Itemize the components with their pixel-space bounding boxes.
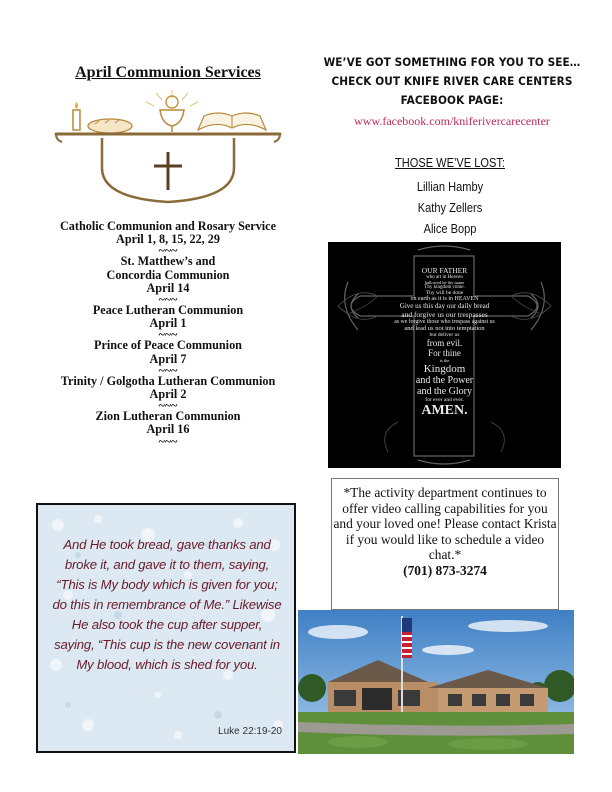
service-name: Trinity / Golgotha Lutheran Communion [60,373,276,388]
chalice-icon [160,110,184,134]
prayer-line: OUR FATHER [421,266,468,275]
service-name: Prince of Peace Communion [94,338,242,353]
lords-prayer-image [328,242,561,468]
service-item [38,409,298,448]
service-dates: April 1, 8, 15, 22, 29 [116,232,220,247]
separator: ~~~ [158,433,178,448]
candle-icon [73,102,80,130]
scripture-verse-box [36,503,296,753]
lost-name: Kathy Zellers [417,200,483,215]
prayer-line: Give us this day our daily bread [399,302,490,310]
service-dates: April 14 [146,280,190,295]
service-item [38,303,298,342]
service-item [38,219,298,258]
prayer-line: and lead us not into temptation [404,325,485,332]
facebook-link[interactable]: www.facebook.com/kniferivercarecenter [354,114,550,128]
communion-title: April Communion Services [75,64,261,81]
service-name: Peace Lutheran Communion [92,303,244,318]
communion-services-list [38,220,298,446]
prayer-text [388,266,501,419]
phone-number: (701) 873-3274 [403,562,487,578]
those-lost-list [348,176,552,239]
prayer-line: as we forgive those who trespass against us [394,319,495,325]
verse-reference: Luke 22:19-20 [218,726,282,737]
video-chat-notice [331,478,559,610]
prayer-line: and the Power [415,375,474,386]
open-book-icon [198,113,266,130]
prayer-line: Thy kingdom come. [424,285,465,290]
separator: ~~~ [158,362,178,377]
facebook-line-3: FACEBOOK PAGE: [400,94,504,107]
service-item [38,254,298,307]
service-name: Zion Lutheran Communion [95,409,241,424]
facebook-line-2: CHECK OUT KNIFE RIVER CARE CENTERS [331,75,573,88]
prayer-line: hallowed be thy name [424,280,465,285]
prayer-line: and forgive us our trespasses [401,310,488,319]
facebook-announcement [322,53,582,110]
altar-communion-illustration [50,90,286,208]
service-item [38,338,298,377]
service-dates: April 7 [149,351,187,366]
separator: ~~~ [158,398,178,413]
care-center-building-photo [298,610,574,754]
service-item [38,373,298,413]
lost-name: Alice Bopp [423,221,477,236]
service-dates: April 2 [149,387,187,402]
prayer-line: on earth as it is in HEAVEN [410,296,479,302]
service-name: St. Matthew’s and [120,254,216,269]
prayer-line: Kingdom [423,363,466,375]
separator: ~~~ [158,292,178,307]
service-dates: April 1 [149,316,187,331]
prayer-line: Thy will be done [425,290,464,296]
lost-name: Lillian Hamby [416,179,484,194]
separator: ~~~ [158,243,178,258]
service-name-line2: Concordia Communion [106,267,230,282]
prayer-line: AMEN. [421,403,468,418]
prayer-line: for ever and ever. [425,397,464,403]
prayer-line: from evil. [426,338,463,348]
prayer-line: is the [439,358,450,363]
those-lost-heading: THOSE WE’VE LOST: [395,155,505,170]
prayer-line: and the Glory [417,386,472,397]
bread-icon [88,119,132,133]
prayer-line: who art in Heaven [426,275,463,280]
service-dates: April 16 [146,422,190,437]
light-rays-icon [146,90,198,106]
video-chat-text: *The activity department continues to offer video calling capabilities for you and your loved one! Please contact Krista if you would like to schedule a video chat.* [333,485,557,562]
verse-text: And He took bread, gave thanks and broke it, and gave it to them, saying, “This is My body which is given for you; do this in remembrance of Me.” Likewise He also took the cup after supper, saying, “This cup is the new covenant in My blood, which is shed for you. [52,537,282,672]
service-name: Catholic Communion and Rosary Service [60,219,276,233]
facebook-line-1: WE’VE GOT SOMETHING FOR YOU TO SEE… [323,56,581,69]
cross-icon [154,152,182,190]
separator: ~~~ [158,327,178,342]
prayer-line: but deliver us [429,332,460,338]
prayer-line: For thine [428,348,461,358]
